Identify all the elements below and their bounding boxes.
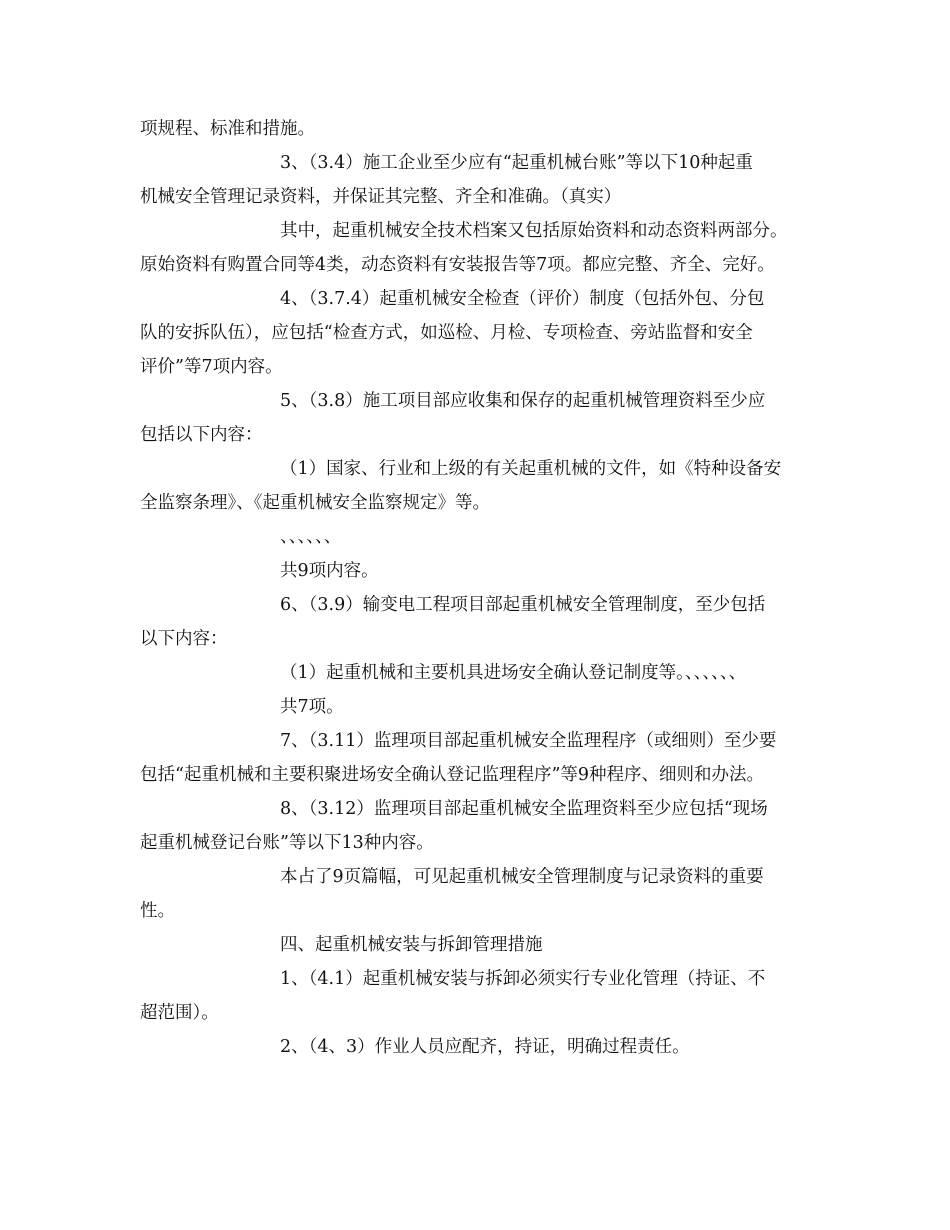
text-line: 全监察条理》、《起重机械安全监察规定》等。: [140, 493, 490, 513]
text-line: 包括以下内容：: [140, 425, 263, 445]
text-line: 以下内容：: [140, 629, 228, 649]
text-line: 机械安全管理记录资料，并保证其完整、齐全和准确。（真实）: [140, 187, 622, 207]
text-line: 8、（3.12）监理项目部起重机械安全监理资料至少应包括“现场: [280, 799, 768, 819]
text-line: 超范围）。: [140, 1003, 219, 1023]
section-heading: 四、起重机械安装与拆卸管理措施: [280, 935, 543, 955]
text-line: 4、（3.7.4）起重机械安全检查（评价）制度（包括外包、分包: [280, 289, 765, 309]
text-line: 原始资料有购置合同等4类，动态资料有安装报告等7项。都应完整、齐全、完好。: [140, 255, 775, 275]
text-line: 项规程、标准和措施。: [140, 119, 315, 139]
text-line: 、、、、、、: [280, 527, 342, 547]
text-line: 7、（3.11）监理项目部起重机械安全监理程序（或细则）至少要: [280, 731, 777, 751]
text-line: 本占了9页篇幅，可见起重机械安全管理制度与记录资料的重要: [280, 867, 764, 887]
text-line: 评价”等7项内容。: [140, 357, 283, 377]
text-line: 3、（3.4）施工企业至少应有“起重机械台账”等以下10种起重: [280, 153, 753, 173]
text-line: 队的安拆队伍），应包括“检查方式，如巡检、月检、专项检查、旁站监督和安全: [140, 323, 753, 343]
text-line: 2、（4、3）作业人员应配齐，持证，明确过程责任。: [280, 1037, 690, 1057]
text-line: 6、（3.9）输变电工程项目部起重机械安全管理制度，至少包括: [280, 595, 766, 615]
text-line: 其中，起重机械安全技术档案又包括原始资料和动态资料两部分。: [280, 221, 788, 241]
text-line: 共7项。: [280, 697, 344, 717]
text-line: 5、（3.8）施工项目部应收集和保存的起重机械管理资料至少应: [280, 391, 766, 411]
text-line: 共9项内容。: [280, 561, 379, 581]
text-line: （1）国家、行业和上级的有关起重机械的文件，如《特种设备安: [280, 459, 782, 479]
text-line: 包括“起重机械和主要积聚进场安全确认登记监理程序”等9种程序、细则和办法。: [140, 765, 765, 785]
text-line: （1）起重机械和主要机具进场安全确认登记制度等。、、、、、、: [280, 663, 747, 683]
text-line: 1、（4.1）起重机械安装与拆卸必须实行专业化管理（持证、不: [280, 969, 766, 989]
text-line: 性。: [140, 901, 175, 921]
text-line: 起重机械登记台账”等以下13种内容。: [140, 833, 434, 853]
